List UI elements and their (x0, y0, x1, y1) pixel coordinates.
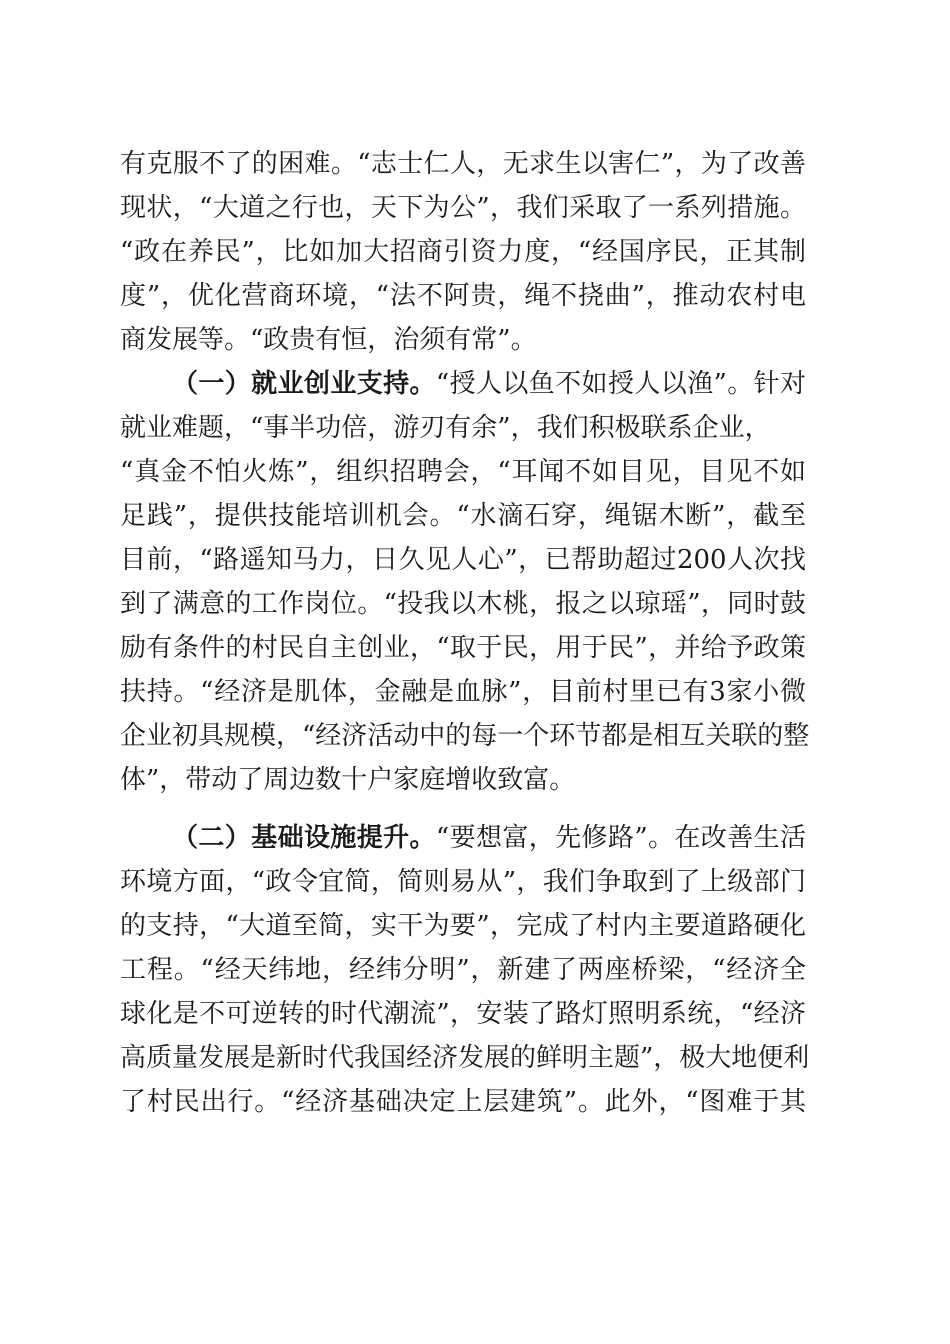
paragraph-2-line-9: 企业初具规模，“经济活动中的每一个环节都是相互关联的整 (120, 721, 810, 751)
paragraph-2-line-8: 扶持。“经济是肌体，金融是血脉”，目前村里已有3家小微 (120, 677, 806, 707)
paragraph-2-line-3: “真金不怕火炼”，组织招聘会，“耳闻不如目见，目见不如 (120, 457, 806, 487)
paragraph-1-line-1: 有克服不了的困难。“志士仁人，无求生以害仁”，为了改善 (120, 149, 806, 179)
section-heading-1: （一）就业创业支持。 (172, 369, 436, 399)
paragraph-3-first-line-text: “要想富，先修路”。在改善生活 (435, 823, 806, 853)
paragraph-1-line-4: 度”，优化营商环境，“法不阿贵，绳不挠曲”，推动农村电 (120, 281, 806, 311)
paragraph-3-line-7: 了村民出行。“经济基础决定上层建筑”。此外，“图难于其 (120, 1087, 806, 1117)
paragraph-3-line-2: 环境方面，“政令宜简，简则易从”，我们争取到了上级部门 (120, 867, 806, 897)
paragraph-2-line-4: 足践”，提供技能培训机会。“水滴石穿，绳锯木断”，截至 (120, 501, 806, 531)
paragraph-1-line-3: “政在养民”，比如加大招商引资力度，“经国序民，正其制 (120, 237, 806, 267)
paragraph-1-line-2: 现状，“大道之行也，天下为公”，我们采取了一系列措施。 (120, 193, 806, 223)
paragraph-1-line-5: 商发展等。“政贵有恒，治须有常”。 (120, 325, 537, 355)
paragraph-3-line-3: 的支持，“大道至简，实干为要”，完成了村内主要道路硬化 (120, 911, 806, 941)
paragraph-3-line-6: 高质量发展是新时代我国经济发展的鲜明主题”，极大地便利 (120, 1043, 810, 1073)
paragraph-2-line-7: 励有条件的村民自主创业，“取于民，用于民”，并给予政策 (120, 633, 806, 663)
paragraph-2-first-line-text: “授人以鱼不如授人以渔”。针对 (435, 369, 806, 399)
section-heading-2: （二）基础设施提升。 (172, 823, 436, 853)
paragraph-2-line-6: 到了满意的工作岗位。“投我以木桃，报之以琼瑶”，同时鼓 (120, 589, 806, 619)
paragraph-2-line-10: 体”，带动了周边数十户家庭增收致富。 (120, 765, 576, 795)
paragraph-2-first-line (172, 362, 806, 406)
paragraph-3-first-line (172, 816, 806, 860)
paragraph-3-line-4: 工程。“经天纬地，经纬分明”，新建了两座桥梁，“经济全 (120, 955, 806, 985)
paragraph-2-line-2: 就业难题，“事半功倍，游刃有余”，我们积极联系企业， (120, 413, 771, 443)
paragraph-2-line-5: 目前，“路遥知马力，日久见人心”，已帮助超过200人次找 (120, 545, 806, 575)
paragraph-3-line-5: 球化是不可逆转的时代潮流”，安装了路灯照明系统，“经济 (120, 999, 806, 1029)
